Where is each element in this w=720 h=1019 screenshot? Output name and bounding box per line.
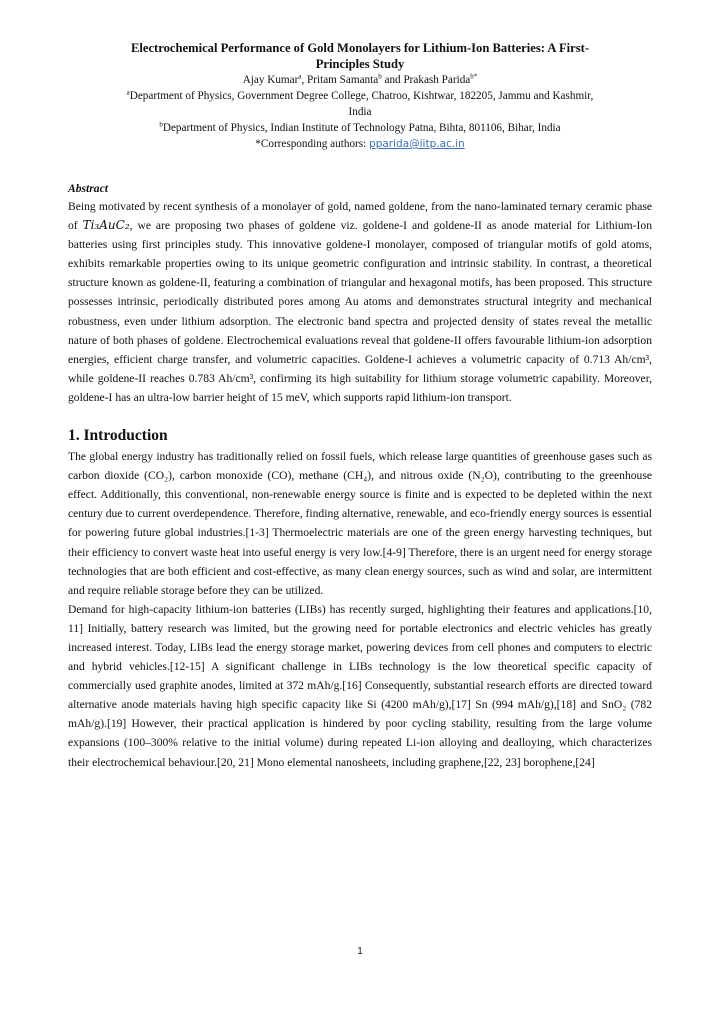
corresponding-author — [68, 136, 652, 152]
paper-title — [68, 40, 652, 72]
abstract-heading: Abstract — [68, 182, 108, 195]
intro-paragraph-1: The global energy industry has traditionally relied on fossil fuels, which release large quantities of greenhouse gases such as carbon dioxide (CO₂), carbon monoxide (CO), methane (CH₄), and nitrous oxide (N₂O), contributing to the greenhouse effect. Additionally, this conventional, non-renewable energy source is finite and is expected to be depleted within the next century due to current overdependence. Therefore, finding alternative, renewable, and eco-friendly energy sources is essential for powering future global industries.[1-3] Thermoelectric materials are one of the green energy harvesting techniques, but their efficiency to convert waste heat into useful energy is very low.[4-9] Therefore, there is an urgent need for energy storage technologies that are both efficient and cost-effective, as many clean energy sources, such as wind and solar, are intermittent and require reliable storage before they can be utilized. — [68, 450, 652, 597]
affiliation-b-text: Department of Physics, Indian Institute of Technology Patna, Bihta, 801106, Bihar, India — [162, 122, 561, 134]
paper-page — [68, 40, 652, 772]
email-link[interactable]: pparida@iitp.ac.in — [369, 138, 465, 150]
title-line-2: Principles Study — [315, 57, 405, 71]
author-affil-mark: b* — [470, 72, 478, 81]
author-affil-mark: b — [378, 72, 382, 81]
affiliation-a-line-1: Department of Physics, Government Degree College, Chatroo, Kishtwar, 182205, Jammu and Kashmir, — [129, 90, 594, 102]
page-number: 1 — [357, 946, 363, 957]
section-heading: 1. Introduction — [68, 427, 168, 445]
corresponding-label: *Corresponding authors: — [255, 138, 370, 150]
author-name: Ajay Kumar — [242, 74, 299, 86]
title-line-1: Electrochemical Performance of Gold Monolayers for Lithium-Ion Batteries: A First- — [130, 41, 590, 55]
author-conjunction: and — [381, 74, 404, 86]
author-affil-mark: a — [298, 72, 302, 81]
affiliation-a — [68, 88, 652, 120]
abstract-text-2: , we are proposing two phases of goldene viz. goldene-I and goldene-II as anode material for Lithium-Ion batteries using first principles study. This innovative goldene-I monolayer, composed of triangular motifs of gold atoms, exhibits remarkable properties owing to its unique geometric configuration and intrinsic stability. In contrast, a theoretical structure known as goldene-II, featuring a combination of triangular and hexagonal motifs, has been proposed. This structure possesses intrinsic, periodically distributed pores among Au atoms and demonstrates structural integrity and mechanical robustness, even under lithium adsorption. The electronic band spectra and projected density of states reveal the metallic nature of both phases of goldene. Electrochemical evaluations reveal that goldene-II offers favourable lithium-ion adsorption energies, efficient charge transfer, and volumetric capacities. Goldene-I achieves a volumetric capacity of 0.713 Ah/cm³, while goldene-II reaches 0.783 Ah/cm³, confirming its high suitability for lithium storage volumetric capability. Moreover, goldene-I has an ultra-low barrier height of 15 meV, which supports rapid lithium-ion transport. — [68, 219, 653, 404]
abstract-text-1: Being motivated by recent synthesis of a monolayer of gold, named goldene, from the nano-laminated ternary ceramic phase of — [68, 200, 652, 233]
abstract-body — [68, 197, 652, 407]
affil-mark: a — [126, 88, 130, 97]
author-name: Prakash Parida — [403, 74, 471, 86]
abstract-formula: Ti₃AuC₂ — [82, 218, 130, 233]
affiliation-a-line-2: India — [348, 106, 372, 118]
intro-paragraph-2: Demand for high-capacity lithium-ion batteries (LIBs) has recently surged, highlighting their features and applications.[10, 11] Initially, battery research was limited, but the growing need for portable electronics and electric vehicles has greatly increased interest. Today, LIBs lead the energy storage market, powering devices from cell phones and computers to electric and hybrid vehicles.[12-15] A significant challenge in LIBs technology is the low theoretical specific capacity of commercially used graphite anodes, limited at 372 mAh/g.[16] Consequently, substantial research efforts are directed toward alternative anode materials having high specific capacity like Si (4200 mAh/g),[17] Sn (994 mAh/g),[18] and SnO₂ (782 mAh/g).[19] However, their practical application is hindered by poor cycling stability, resulting from the large volume expansions (100–300% relative to the initial volume) during repeated Li-ion alloying and dealloying, which characterizes their electrochemical behaviour.[20, 21] Mono elemental nanosheets, including graphene,[22, 23] borophene,[24] — [68, 602, 652, 769]
affiliation-b — [68, 120, 652, 136]
author-list: Ajay Kumar$^a$, Pritam Samanta$^b$ and Prakash Parida$^{b*}$ — [242, 72, 478, 86]
affil-mark: b — [159, 120, 163, 129]
author-name: Pritam Samanta — [307, 74, 379, 86]
